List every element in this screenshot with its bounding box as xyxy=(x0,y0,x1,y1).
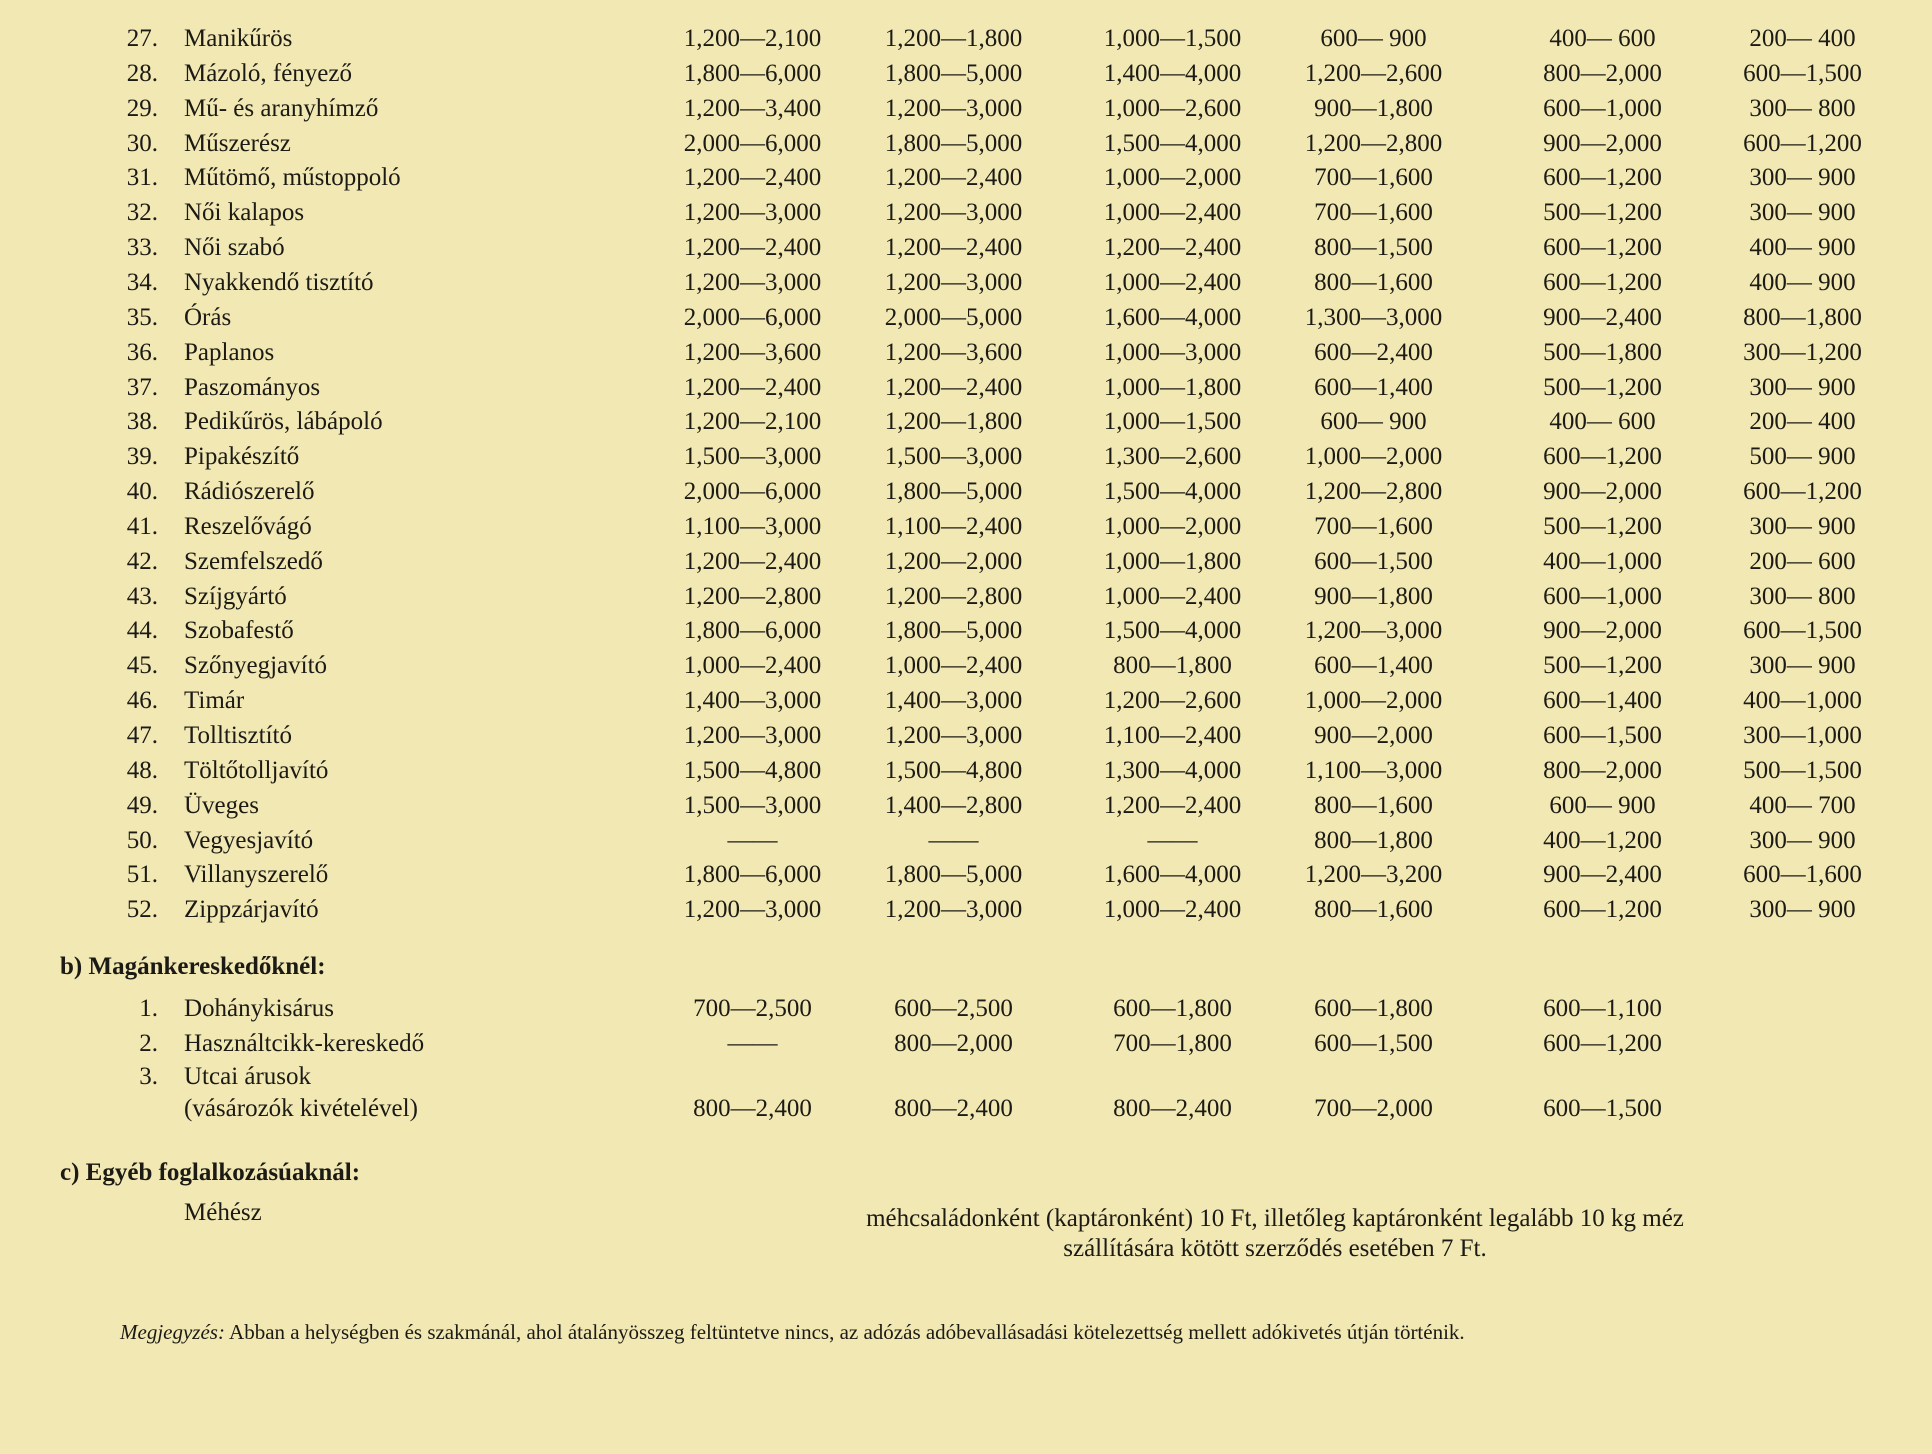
amount-cell: 1,200—3,400 xyxy=(683,94,822,122)
amount-cell: 400—1,200 xyxy=(1543,826,1662,854)
amount-cell: 1,200—2,400 xyxy=(884,164,1023,192)
amount-cell: 400— 600 xyxy=(1549,25,1656,52)
amount-cell: 300— 900 xyxy=(1749,652,1856,680)
table-row xyxy=(0,789,1932,823)
amount-cell: 300— 900 xyxy=(1749,826,1856,854)
amount-cell: 1,400—2,800 xyxy=(884,791,1023,819)
table-row xyxy=(0,649,1932,683)
row-number: 31. xyxy=(126,164,158,192)
amount-cell: 400—1,000 xyxy=(1543,547,1662,575)
amount-cell: 1,200—3,000 xyxy=(683,199,822,227)
occupation-name: Töltőtolljavító xyxy=(184,756,329,784)
amount-cell: 1,200—2,800 xyxy=(683,582,822,610)
amount-cell: 1,200—3,000 xyxy=(884,722,1023,749)
amount-cell: 900—2,000 xyxy=(1543,478,1662,506)
mehesz-text-line2: szállítására kötött szerződés esetében 7 Ft. xyxy=(1063,1235,1487,1262)
row-number: 2. xyxy=(139,1030,158,1057)
amount-cell: 600— 900 xyxy=(1549,791,1656,819)
amount-cell: 800—1,800 xyxy=(1743,303,1862,331)
row-number: 27. xyxy=(126,25,158,52)
footnote-text: Abban a helységben és szakmánál, ahol átalányösszeg feltüntetve nincs, az adózás adóbevallásadási kötelezettség mellett adókivetés útján történik. xyxy=(229,1320,1465,1344)
amount-cell: 400— 600 xyxy=(1549,408,1656,436)
occupation-name: Reszelővágó xyxy=(184,512,312,540)
amount-cell: 500—1,200 xyxy=(1543,199,1662,227)
occupation-name: Timár xyxy=(184,687,245,715)
amount-cell: 1,000—2,600 xyxy=(1103,94,1242,122)
footnote-label: Megjegyzés: xyxy=(120,1320,225,1344)
amount-cell: 1,200—2,600 xyxy=(1304,59,1443,87)
amount-cell: 600—1,500 xyxy=(1314,1030,1433,1057)
occupation-name: Pipakészítő xyxy=(184,443,300,471)
amount-cell: 600—1,800 xyxy=(1314,995,1433,1022)
amount-cell: 400— 700 xyxy=(1749,791,1856,819)
amount-cell: 900—2,000 xyxy=(1314,722,1433,749)
amount-cell: 2,000—6,000 xyxy=(683,303,822,331)
amount-cell: 300— 800 xyxy=(1749,582,1856,610)
amount-cell: 1,800—6,000 xyxy=(683,861,822,889)
amount-cell: 1,200—2,400 xyxy=(683,547,822,575)
occupation-name: Villanyszerelő xyxy=(184,861,329,889)
occupation-name-continued: (vásározók kivételével) xyxy=(184,1095,418,1122)
amount-cell: 600—2,400 xyxy=(1314,338,1433,366)
amount-cell: 600—1,200 xyxy=(1543,234,1662,262)
amount-cell: 1,500—4,800 xyxy=(683,756,822,784)
amount-cell: 600—1,200 xyxy=(1543,1030,1662,1057)
amount-cell: 200— 600 xyxy=(1749,547,1856,575)
amount-cell: 1,300—3,000 xyxy=(1304,303,1443,331)
amount-cell: 1,000—2,400 xyxy=(1103,896,1242,924)
row-number: 37. xyxy=(126,373,158,401)
section-b-title: b) Magánkereskedőknél: xyxy=(60,953,326,980)
amount-cell: 800—1,600 xyxy=(1314,268,1433,296)
table-row xyxy=(0,196,1932,230)
amount-cell: 1,200—3,000 xyxy=(884,199,1023,227)
table-row xyxy=(0,580,1932,614)
mehesz-text-line1: méhcsaládonként (kaptáronként) 10 Ft, illetőleg kaptáronként legalább 10 kg méz xyxy=(866,1205,1684,1232)
amount-cell: 1,200—2,800 xyxy=(1304,129,1443,157)
amount-cell: 300—1,000 xyxy=(1743,722,1862,749)
amount-cell: 900—2,400 xyxy=(1543,861,1662,889)
amount-cell: 700—2,000 xyxy=(1314,1095,1433,1122)
amount-cell: 400—1,000 xyxy=(1743,687,1862,715)
amount-cell: 1,200—3,000 xyxy=(683,268,822,296)
table-row xyxy=(0,440,1932,474)
amount-cell: 600—1,500 xyxy=(1543,1095,1662,1122)
table-row xyxy=(0,824,1932,858)
amount-cell: 500—1,200 xyxy=(1543,512,1662,540)
amount-cell: 600—1,100 xyxy=(1543,995,1662,1022)
amount-cell: 800—2,000 xyxy=(1543,59,1662,87)
amount-cell: 1,000—2,400 xyxy=(1103,268,1242,296)
mehesz-label: Méhész xyxy=(184,1199,262,1226)
amount-cell: 800—1,800 xyxy=(1113,652,1232,680)
amount-cell: 1,600—4,000 xyxy=(1103,861,1242,889)
amount-cell: 1,200—2,400 xyxy=(884,234,1023,262)
amount-cell: 200— 400 xyxy=(1749,25,1856,52)
occupation-name: Üveges xyxy=(184,791,259,819)
amount-cell: 1,200—3,600 xyxy=(884,338,1023,366)
amount-cell: 1,000—2,400 xyxy=(884,652,1023,680)
amount-cell: 900—2,400 xyxy=(1543,303,1662,331)
amount-cell: 600—1,200 xyxy=(1543,896,1662,924)
table-row xyxy=(0,371,1932,405)
amount-cell: 1,200—2,600 xyxy=(1103,687,1242,715)
table-row xyxy=(0,475,1932,509)
occupation-name: Rádiószerelő xyxy=(184,478,315,506)
amount-cell: 1,600—4,000 xyxy=(1103,303,1242,331)
occupation-name: Tolltisztító xyxy=(184,722,292,749)
amount-cell: 1,200—3,000 xyxy=(884,268,1023,296)
table-row xyxy=(0,1027,1932,1061)
amount-cell: 500—1,500 xyxy=(1743,756,1862,784)
occupation-name: Használtcikk-kereskedő xyxy=(184,1030,425,1057)
amount-cell: 1,100—3,000 xyxy=(1304,756,1443,784)
table-row xyxy=(0,893,1932,927)
amount-cell: 500—1,200 xyxy=(1543,652,1662,680)
amount-cell: 600—1,800 xyxy=(1113,995,1232,1022)
amount-cell: 1,800—5,000 xyxy=(884,129,1023,157)
amount-cell: 600—1,400 xyxy=(1314,652,1433,680)
row-number: 43. xyxy=(126,582,158,610)
amount-cell: 1,300—2,600 xyxy=(1103,443,1242,471)
row-number: 49. xyxy=(126,791,158,819)
amount-cell: 200— 400 xyxy=(1749,408,1856,436)
footnote xyxy=(8,1318,1908,1346)
amount-cell: 600—1,500 xyxy=(1743,617,1862,645)
table-row xyxy=(0,127,1932,161)
occupation-name: Szobafestő xyxy=(184,617,294,645)
table-row xyxy=(0,336,1932,370)
occupation-name: Vegyesjavító xyxy=(184,826,314,854)
amount-cell: 1,300—4,000 xyxy=(1103,756,1242,784)
amount-cell: 300— 900 xyxy=(1749,373,1856,401)
amount-cell: 300— 900 xyxy=(1749,164,1856,192)
amount-cell: 900—1,800 xyxy=(1314,94,1433,122)
row-number: 51. xyxy=(126,861,158,889)
amount-cell: 700—1,800 xyxy=(1113,1030,1232,1057)
table-row xyxy=(0,92,1932,126)
amount-cell: 600—1,400 xyxy=(1543,687,1662,715)
row-number: 52. xyxy=(126,896,158,924)
amount-cell: 600—1,500 xyxy=(1543,722,1662,749)
row-number: 41. xyxy=(126,512,158,540)
amount-cell: 600— 900 xyxy=(1320,408,1427,436)
amount-cell: 500—1,800 xyxy=(1543,338,1662,366)
row-number: 50. xyxy=(126,826,158,854)
amount-cell: 1,200—2,100 xyxy=(683,25,822,52)
table-row xyxy=(0,510,1932,544)
amount-cell: 700—1,600 xyxy=(1314,164,1433,192)
amount-cell: 600—1,200 xyxy=(1543,164,1662,192)
occupation-name: Műszerész xyxy=(184,129,291,157)
row-number: 42. xyxy=(126,547,158,575)
amount-cell: 1,200—3,000 xyxy=(1304,617,1443,645)
occupation-name: Manikűrös xyxy=(184,25,293,52)
amount-cell: 600—1,500 xyxy=(1314,547,1433,575)
amount-cell: 300— 900 xyxy=(1749,512,1856,540)
amount-cell: 1,800—6,000 xyxy=(683,59,822,87)
row-number: 35. xyxy=(126,303,158,331)
amount-cell: 800—1,500 xyxy=(1314,234,1433,262)
row-number: 1. xyxy=(139,995,158,1022)
row-number: 28. xyxy=(126,59,158,87)
occupation-name: Zippzárjavító xyxy=(184,896,319,924)
amount-cell: 1,500—3,000 xyxy=(884,443,1023,471)
amount-cell: 1,000—2,000 xyxy=(1304,443,1443,471)
amount-cell: 700—2,500 xyxy=(693,995,812,1022)
amount-cell: 1,400—4,000 xyxy=(1103,59,1242,87)
amount-cell: 1,800—5,000 xyxy=(884,617,1023,645)
occupation-name: Női kalapos xyxy=(184,199,305,227)
row-number: 44. xyxy=(126,617,158,645)
table-row xyxy=(0,754,1932,788)
amount-cell: 1,000—2,000 xyxy=(1103,512,1242,540)
amount-cell: 1,000—2,400 xyxy=(1103,199,1242,227)
amount-cell: 1,200—2,100 xyxy=(683,408,822,436)
amount-cell: 1,200—2,800 xyxy=(1304,478,1443,506)
table-row xyxy=(0,858,1932,892)
row-number: 30. xyxy=(126,129,158,157)
amount-cell: 1,000—1,800 xyxy=(1103,547,1242,575)
amount-cell: 1,800—5,000 xyxy=(884,861,1023,889)
amount-cell: 1,000—1,800 xyxy=(1103,373,1242,401)
amount-cell: 600—1,500 xyxy=(1743,59,1862,87)
amount-cell: 1,000—2,000 xyxy=(1103,164,1242,192)
amount-cell: 2,000—6,000 xyxy=(683,129,822,157)
amount-cell: 1,800—5,000 xyxy=(884,59,1023,87)
amount-cell: 1,200—3,000 xyxy=(884,94,1023,122)
amount-cell: 700—1,600 xyxy=(1314,512,1433,540)
row-number: 47. xyxy=(126,722,158,749)
amount-cell: 2,000—5,000 xyxy=(884,303,1023,331)
amount-cell: 1,400—3,000 xyxy=(884,687,1023,715)
amount-cell: 1,500—3,000 xyxy=(683,443,822,471)
amount-cell: 800—1,600 xyxy=(1314,896,1433,924)
row-number: 29. xyxy=(126,94,158,122)
amount-cell: 1,100—2,400 xyxy=(1103,722,1242,749)
amount-cell: 900—1,800 xyxy=(1314,582,1433,610)
amount-cell: 1,500—4,000 xyxy=(1103,617,1242,645)
occupation-name: Szőnyegjavító xyxy=(184,652,328,680)
row-number: 32. xyxy=(126,199,158,227)
occupation-name: Nyakkendő tisztító xyxy=(184,268,374,296)
amount-cell: 1,200—2,400 xyxy=(683,164,822,192)
amount-cell: 800—1,800 xyxy=(1314,826,1433,854)
amount-cell: —— xyxy=(1147,826,1198,854)
amount-cell: 1,200—2,800 xyxy=(884,582,1023,610)
amount-cell: 1,200—1,800 xyxy=(884,25,1023,52)
table-row xyxy=(0,684,1932,718)
occupation-name: Női szabó xyxy=(184,234,285,262)
occupation-name: Mű- és aranyhímző xyxy=(184,94,379,122)
row-number: 40. xyxy=(126,478,158,506)
amount-cell: 600— 900 xyxy=(1320,25,1427,52)
amount-cell: 600—1,000 xyxy=(1543,582,1662,610)
amount-cell: 900—2,000 xyxy=(1543,617,1662,645)
amount-cell: 600—1,200 xyxy=(1743,478,1862,506)
table-row xyxy=(0,266,1932,300)
row-number: 48. xyxy=(126,756,158,784)
amount-cell: 1,200—1,800 xyxy=(884,408,1023,436)
section-c-title: c) Egyéb foglalkozásúaknál: xyxy=(60,1159,361,1186)
amount-cell: 800—2,400 xyxy=(1113,1095,1232,1122)
amount-cell: 1,200—3,000 xyxy=(683,896,822,924)
amount-cell: 1,200—3,000 xyxy=(683,722,822,749)
amount-cell: 600—1,000 xyxy=(1543,94,1662,122)
amount-cell: 1,200—2,400 xyxy=(683,373,822,401)
row-number: 45. xyxy=(126,652,158,680)
amount-cell: 1,400—3,000 xyxy=(683,687,822,715)
amount-cell: 400— 900 xyxy=(1749,234,1856,262)
occupation-name: Paplanos xyxy=(184,338,275,366)
amount-cell: 1,500—4,800 xyxy=(884,756,1023,784)
amount-cell: 500—1,200 xyxy=(1543,373,1662,401)
amount-cell: 800—1,600 xyxy=(1314,791,1433,819)
occupation-name: Órás xyxy=(184,303,232,331)
amount-cell: 1,200—3,200 xyxy=(1304,861,1443,889)
amount-cell: 600—1,200 xyxy=(1743,129,1862,157)
amount-cell: 1,200—3,600 xyxy=(683,338,822,366)
amount-cell: 1,000—1,500 xyxy=(1103,25,1242,52)
amount-cell: 1,500—4,000 xyxy=(1103,478,1242,506)
amount-cell: 1,500—3,000 xyxy=(683,791,822,819)
amount-cell: 1,100—2,400 xyxy=(884,512,1023,540)
amount-cell: 1,800—6,000 xyxy=(683,617,822,645)
amount-cell: 900—2,000 xyxy=(1543,129,1662,157)
amount-cell: 600—1,200 xyxy=(1543,268,1662,296)
amount-cell: 1,000—2,400 xyxy=(1103,582,1242,610)
occupation-name: Szemfelszedő xyxy=(184,547,323,575)
amount-cell: 300—1,200 xyxy=(1743,338,1862,366)
amount-cell: 700—1,600 xyxy=(1314,199,1433,227)
amount-cell: 1,500—4,000 xyxy=(1103,129,1242,157)
table-row xyxy=(0,301,1932,335)
row-number: 33. xyxy=(126,234,158,262)
row-number: 36. xyxy=(126,338,158,366)
amount-cell: 1,200—2,400 xyxy=(1103,791,1242,819)
row-number: 39. xyxy=(126,443,158,471)
amount-cell: 800—2,000 xyxy=(1543,756,1662,784)
table-row xyxy=(0,992,1932,1026)
occupation-name: Szíjgyártó xyxy=(184,582,287,610)
table-row xyxy=(0,614,1932,648)
amount-cell: 1,800—5,000 xyxy=(884,478,1023,506)
table-row xyxy=(0,57,1932,91)
amount-cell: 1,200—2,400 xyxy=(683,234,822,262)
amount-cell: 1,200—2,000 xyxy=(884,547,1023,575)
amount-cell: 800—2,400 xyxy=(894,1095,1013,1122)
amount-cell: 600—1,400 xyxy=(1314,373,1433,401)
table-row xyxy=(0,545,1932,579)
amount-cell: 1,000—3,000 xyxy=(1103,338,1242,366)
amount-cell: 600—1,200 xyxy=(1543,443,1662,471)
amount-cell: 300— 800 xyxy=(1749,94,1856,122)
amount-cell: —— xyxy=(727,1030,778,1057)
amount-cell: —— xyxy=(928,826,979,854)
amount-cell: 1,000—2,000 xyxy=(1304,687,1443,715)
amount-cell: 400— 900 xyxy=(1749,268,1856,296)
amount-cell: 600—2,500 xyxy=(894,995,1013,1022)
table-row xyxy=(0,161,1932,195)
amount-cell: 500— 900 xyxy=(1749,443,1856,471)
mehesz-text xyxy=(700,1204,1850,1264)
amount-cell: —— xyxy=(727,826,778,854)
row-number: 3. xyxy=(139,1063,158,1090)
amount-cell: 1,200—3,000 xyxy=(884,896,1023,924)
occupation-name: Mázoló, fényező xyxy=(184,59,352,87)
table-row xyxy=(0,719,1932,753)
table-row xyxy=(0,231,1932,265)
amount-cell: 600—1,600 xyxy=(1743,861,1862,889)
amount-cell: 800—2,000 xyxy=(894,1030,1013,1057)
table-row xyxy=(0,405,1932,439)
occupation-name: Dohánykisárus xyxy=(184,995,334,1022)
amount-cell: 1,200—2,400 xyxy=(1103,234,1242,262)
table-row xyxy=(0,22,1932,56)
amount-cell: 1,100—3,000 xyxy=(683,512,822,540)
amount-cell: 300— 900 xyxy=(1749,896,1856,924)
amount-cell: 800—2,400 xyxy=(693,1095,812,1122)
row-number: 34. xyxy=(126,268,158,296)
row-number: 38. xyxy=(126,408,158,436)
amount-cell: 1,200—2,400 xyxy=(884,373,1023,401)
occupation-name: Paszományos xyxy=(184,373,321,401)
row-number: 46. xyxy=(126,687,158,715)
occupation-name: Műtömő, műstoppoló xyxy=(184,164,401,192)
amount-cell: 300— 900 xyxy=(1749,199,1856,227)
amount-cell: 1,000—1,500 xyxy=(1103,408,1242,436)
amount-cell: 1,000—2,400 xyxy=(683,652,822,680)
occupation-name: Utcai árusok xyxy=(184,1063,312,1090)
occupation-name: Pedikűrös, lábápoló xyxy=(184,408,383,436)
amount-cell: 2,000—6,000 xyxy=(683,478,822,506)
